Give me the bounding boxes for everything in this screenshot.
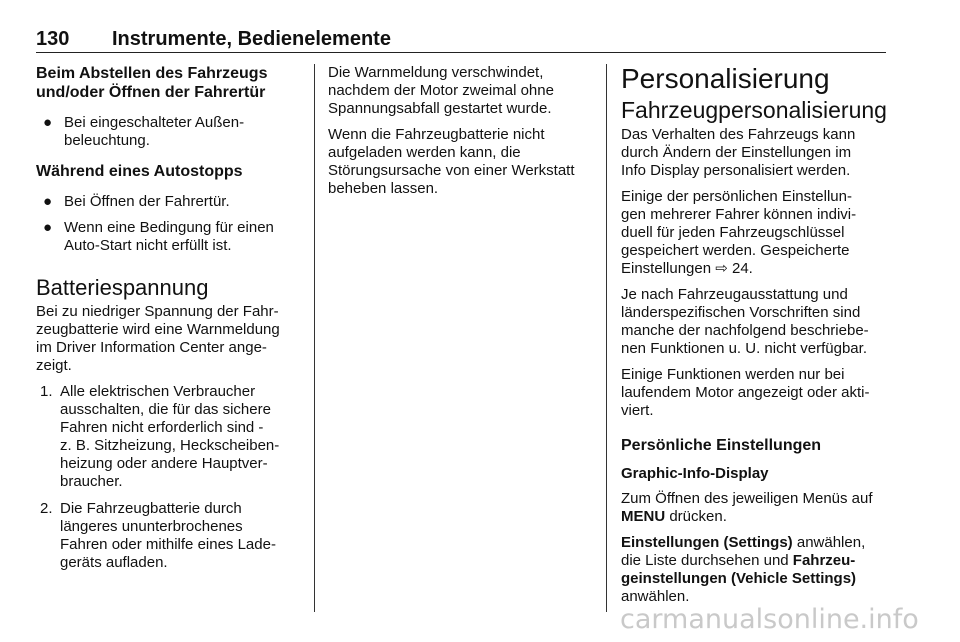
section-title-personalisation: Personalisierung [621,63,830,94]
chapter-title: Instrumente, Bedienelemente [112,28,391,50]
list-item: 1. Alle elektrischen Verbraucher ausschalten, die für das sichere Fahren nicht erforderlich sind - z. B. Sitzheizung, Heckscheiben- heizung oder andere Hauptver- braucher. [40,383,280,490]
paragraph: Einstellungen (Settings) anwählen, die Liste durchsehen und Fahrzeu- geinstellungen (Vehicle Settings) anwählen. [621,534,866,605]
column-divider [606,64,607,612]
paragraph: Je nach Fahrzeugausstattung und länderspezifischen Vorschriften sind manche der nachfolgend beschriebe- nen Funktionen u. U. nicht verfügbar. [621,286,869,357]
page-reference-arrow-icon[interactable]: ⇨ [715,260,728,277]
bullet-list-autostop [36,193,298,255]
paragraph: Wenn die Fahrzeugbatterie nicht aufgeladen werden kann, die Störungsursache von einer Werkstatt beheben lassen. [328,126,575,197]
battery-intro: Bei zu niedriger Spannung der Fahr- zeugbatterie wird eine Warnmeldung im Driver Information Center ange- zeigt. [36,303,280,374]
battery-steps [36,383,298,572]
paragraph: Einige der persönlichen Einstellun- gen mehrerer Fahrer können indivi- duell für jeden Fahrzeugschlüssel gespeichert werden. Gespeicherte Einstellungen ⇨ 24. [621,188,857,277]
bullet-icon: ● [43,193,53,210]
list-item: ● Bei eingeschalteter Außen- beleuchtung. [43,114,245,149]
header-rule [36,52,886,53]
column-divider [314,64,315,612]
paragraph: Die Warnmeldung verschwindet, nachdem der Motor zweimal ohne Spannungsabfall gestartet wurde. [328,64,554,117]
watermark: carmanualsonline.info [620,604,919,635]
section-heading-parking: Beim Abstellen des Fahrzeugs und/oder Öffnen der Fahrertür [36,65,268,101]
heading-personal-settings: Persönliche Einstellungen [621,437,822,454]
column-2 [328,64,598,206]
page-number: 130 [36,28,70,50]
page-header [36,28,886,50]
bullet-icon: ● [43,114,53,131]
section-title-battery: Batteriespannung [36,275,209,300]
step-number: 1. [40,383,53,400]
paragraph: Zum Öffnen des jeweiligen Menüs auf MENU drücken. [621,490,873,525]
bullet-list-parking [36,114,298,150]
bullet-icon: ● [43,219,53,236]
step-number: 2. [40,500,53,517]
menu-key-label: MENU [621,508,666,525]
column-3 [621,64,889,614]
column-1 [36,64,298,581]
subheading-graphic-info-display: Graphic-Info-Display [621,465,769,482]
subsection-title: Fahrzeugpersonalisierung [621,97,887,123]
list-item: ● Wenn eine Bedingung für einen Auto-Start nicht erfüllt ist. [43,219,274,254]
paragraph: Das Verhalten des Fahrzeugs kann durch Ändern der Einstellungen im Info Display personalisiert werden. [621,126,856,179]
list-item: 2. Die Fahrzeugbatterie durch längeres ununterbrochenes Fahren oder mithilfe eines Lade- geräts aufladen. [40,500,276,571]
list-item: ● Bei Öffnen der Fahrertür. [43,193,230,210]
paragraph: Einige Funktionen werden nur bei laufendem Motor angezeigt oder akti- viert. [621,366,870,419]
section-heading-autostop: Während eines Autostopps [36,163,243,180]
